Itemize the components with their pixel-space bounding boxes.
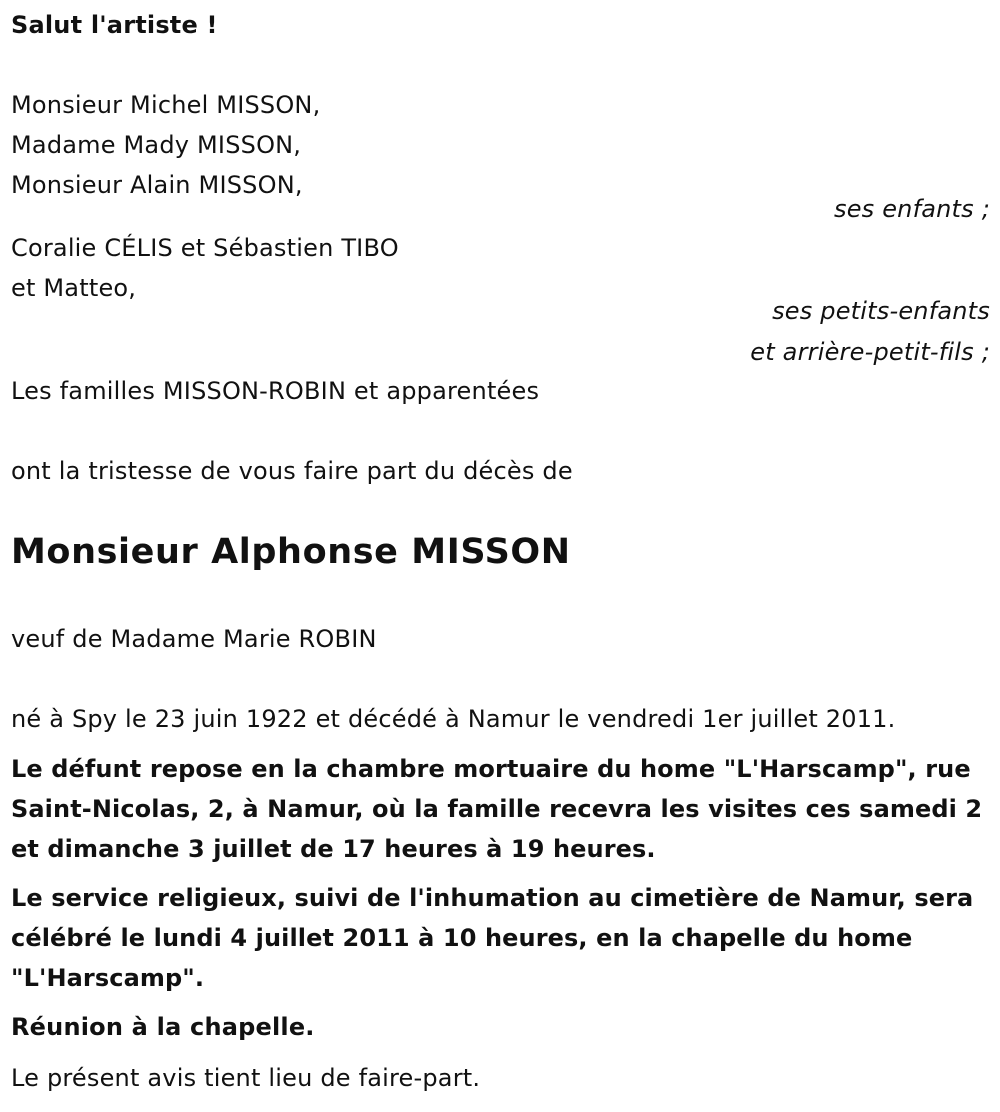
great-grandchild-role: et arrière-petit-fils ; (750, 338, 990, 366)
greeting: Salut l'artiste ! (11, 11, 218, 39)
meeting-line: Réunion à la chapelle. (11, 1013, 315, 1041)
child-name: Monsieur Alain MISSON, (11, 171, 303, 199)
closing-line: Le présent avis tient lieu de faire-part. (11, 1064, 481, 1092)
deceased-name: Monsieur Alphonse MISSON (11, 532, 571, 572)
children-role: ses enfants ; (834, 195, 990, 223)
child-name: Madame Mady MISSON, (11, 131, 302, 159)
families-line: Les familles MISSON-ROBIN et apparentées (11, 377, 540, 405)
announcement-line: ont la tristesse de vous faire part du décès de (11, 457, 573, 485)
birth-death-line: né à Spy le 23 juin 1922 et décédé à Namur le vendredi 1er juillet 2011. (11, 705, 896, 733)
visitation-paragraph: Le défunt repose en la chambre mortuaire du home "L'Harscamp", rue Saint-Nicolas, 2, à Namur, où la famille recevra les visites ces samedi 2 et dimanche 3 juillet de 17 heures à 19 heures. (11, 755, 983, 863)
grandchildren-role: ses petits-enfants (772, 297, 990, 325)
service-paragraph: Le service religieux, suivi de l'inhumation au cimetière de Namur, sera célébré le lundi 4 juillet 2011 à 10 heures, en la chapelle du home "L'Harscamp". (11, 884, 974, 992)
grandchild-name: Coralie CÉLIS et Sébastien TIBO (11, 234, 399, 262)
widower-line: veuf de Madame Marie ROBIN (11, 625, 377, 653)
grandchild-name: et Matteo, (11, 274, 137, 302)
child-name: Monsieur Michel MISSON, (11, 91, 321, 119)
